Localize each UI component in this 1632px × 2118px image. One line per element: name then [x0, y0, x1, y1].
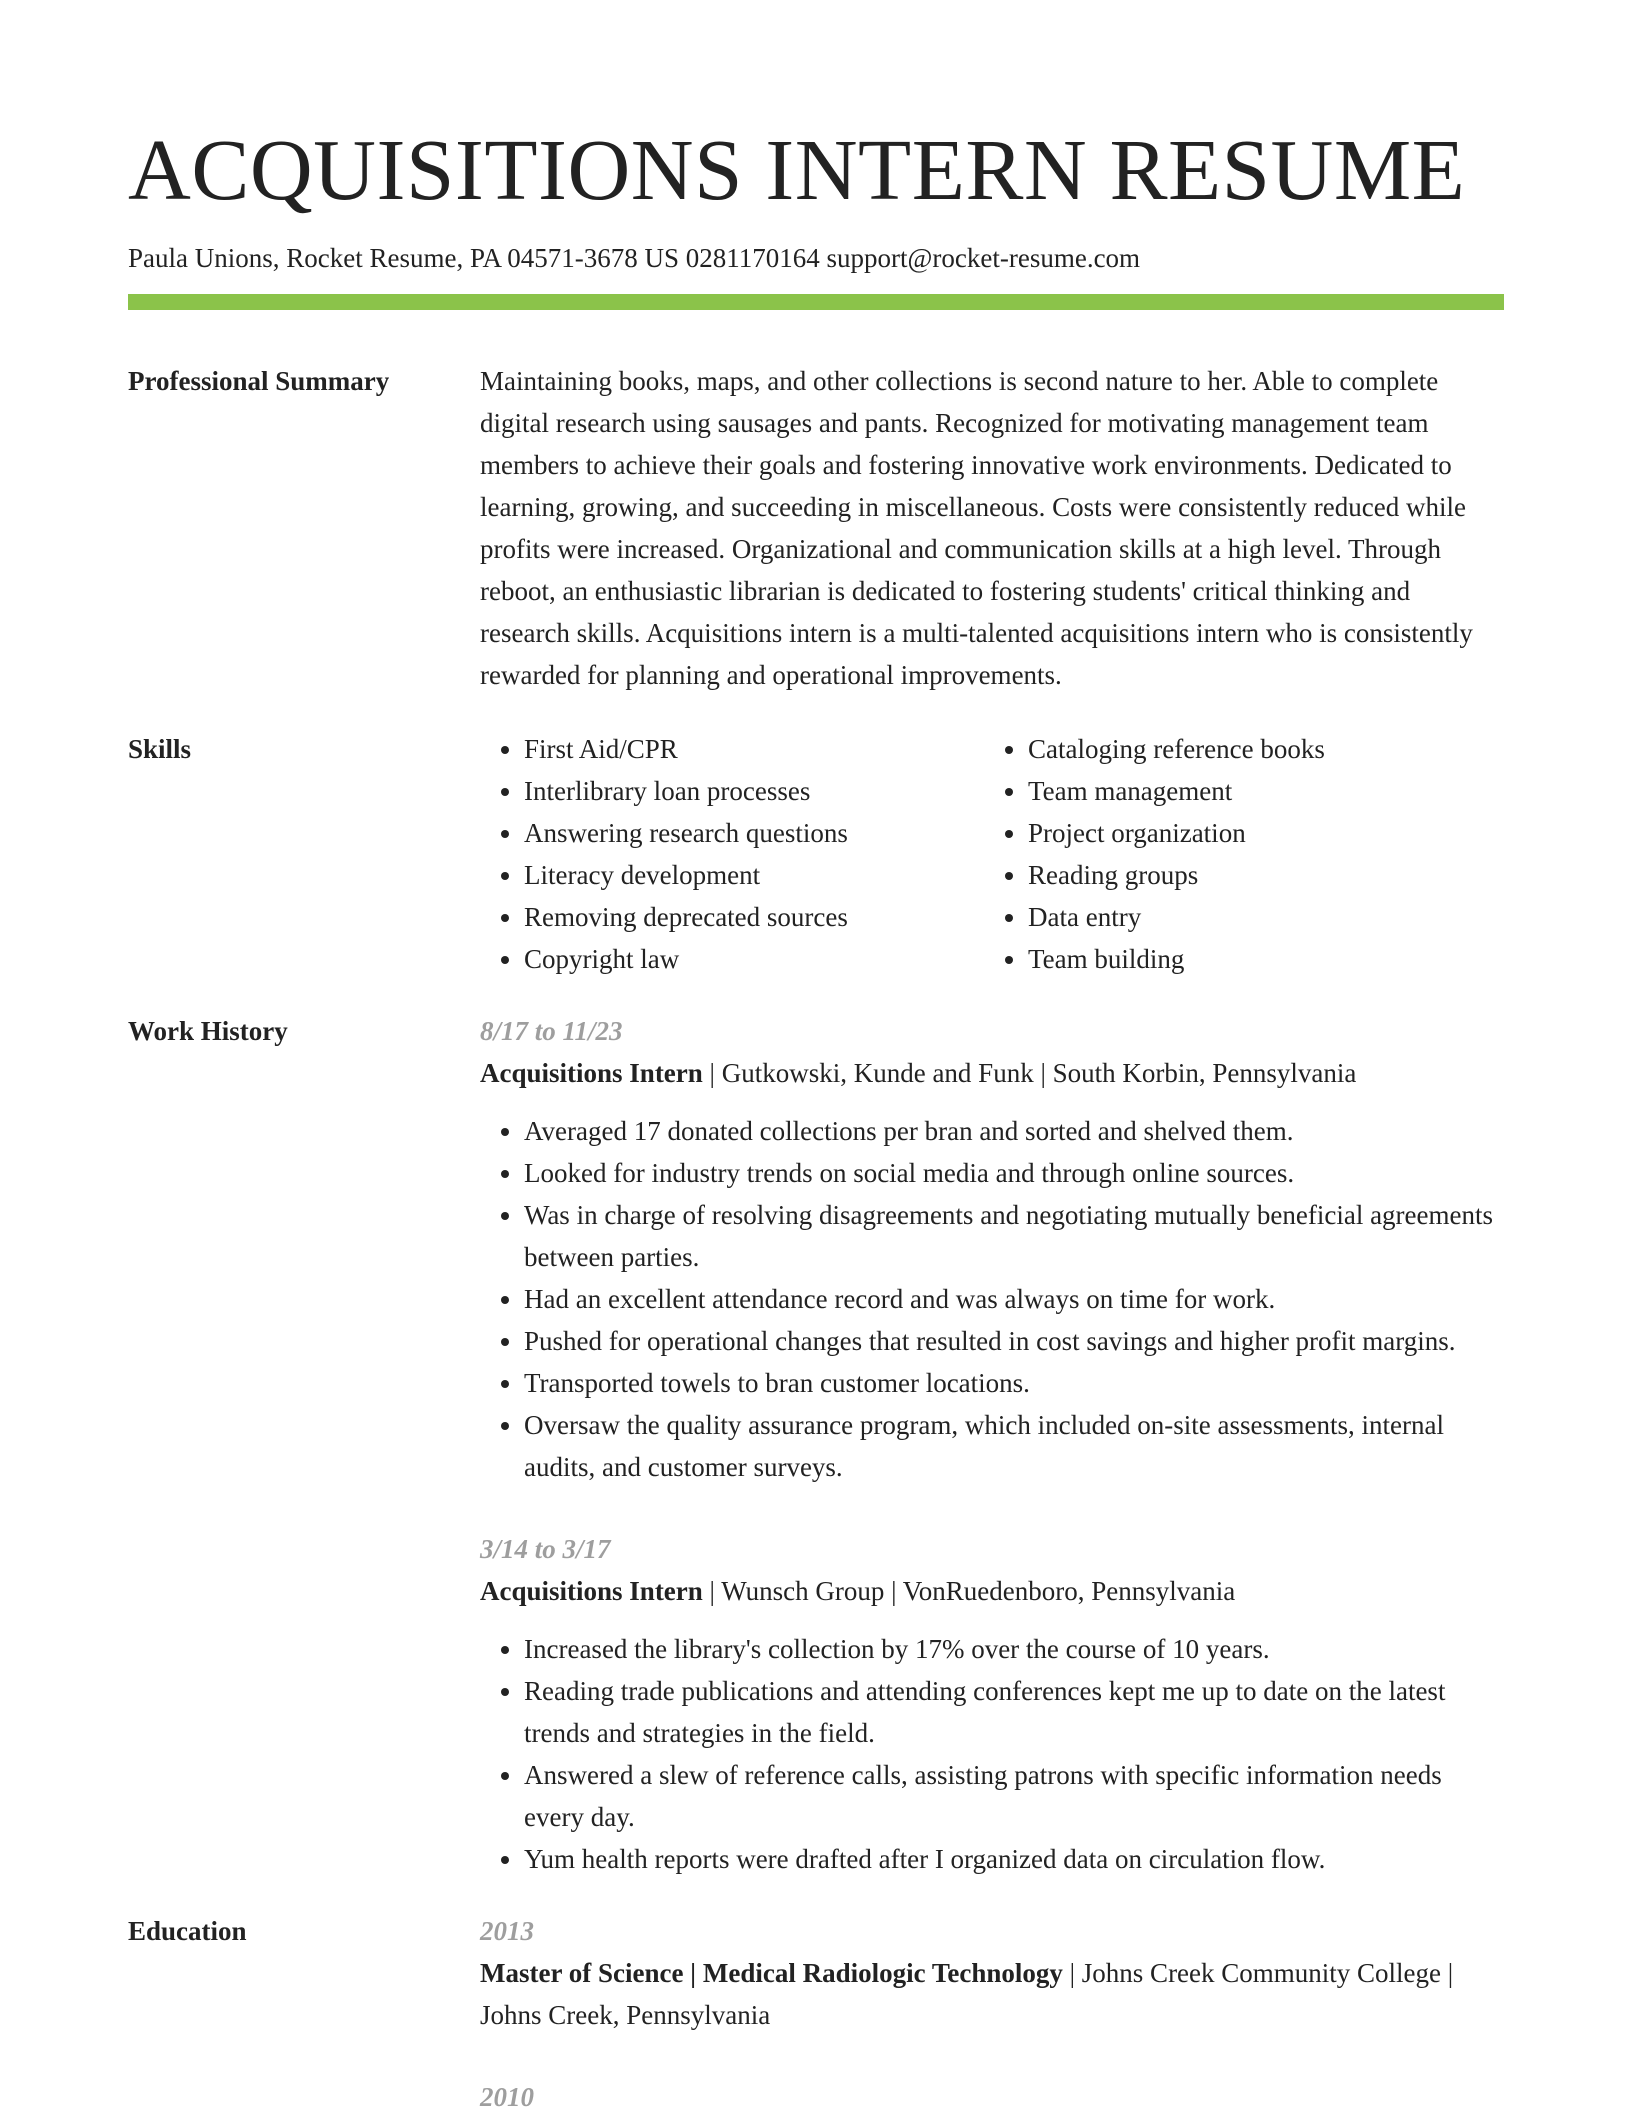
contact-company: Rocket Resume, — [286, 243, 464, 273]
skill-item: • Project organization — [1028, 812, 1325, 854]
education-header — [480, 1952, 1504, 2036]
skill-item: • Data entry — [1028, 896, 1325, 938]
education-body — [480, 1910, 1504, 2118]
job-bullet: • Transported towels to bran customer locations. — [524, 1362, 1504, 1404]
education-year: 2010 — [480, 2082, 534, 2112]
skill-item: • Team management — [1028, 770, 1325, 812]
job-dates: 8/17 to 11/23 — [480, 1016, 623, 1046]
accent-divider — [128, 294, 1504, 310]
summary-section — [128, 360, 1504, 696]
job-dates: 3/14 to 3/17 — [480, 1534, 611, 1564]
job-bullets — [480, 1628, 1504, 1880]
skill-item: • First Aid/CPR — [524, 728, 984, 770]
education-entry — [480, 1910, 1504, 2036]
skills-section — [128, 728, 1504, 980]
contact-line — [128, 240, 1504, 276]
job-bullet: • Reading trade publications and attending conferences kept me up to date on the latest trends and strategies in the field. — [524, 1670, 1504, 1754]
job-bullet: • Averaged 17 donated collections per bran and sorted and shelved them. — [524, 1110, 1504, 1152]
education-heading: Education — [128, 1916, 247, 1946]
job-bullets — [480, 1110, 1504, 1488]
job-bullet: • Increased the library's collection by 17% over the course of 10 years. — [524, 1628, 1504, 1670]
skills-column-left — [480, 728, 984, 980]
skill-item: • Team building — [1028, 938, 1325, 980]
job-header — [480, 1570, 1504, 1612]
education-section — [128, 1910, 1504, 2118]
resume-title: ACQUISITIONS INTERN RESUME — [128, 121, 1466, 218]
contact-phone: US 0281170164 — [644, 243, 820, 273]
degree: Master of Science | Medical Radiologic Technology — [480, 1958, 1063, 1988]
job-bullet: • Answered a slew of reference calls, assisting patrons with specific information needs every day. — [524, 1754, 1504, 1838]
skill-item: • Answering research questions — [524, 812, 984, 854]
summary-body — [480, 360, 1504, 696]
skill-item: • Removing deprecated sources — [524, 896, 984, 938]
contact-name: Paula Unions, — [128, 243, 280, 273]
job-entry — [480, 1528, 1504, 1880]
job-entry — [480, 1010, 1504, 1488]
job-bullet: • Yum health reports were drafted after I organized data on circulation flow. — [524, 1838, 1504, 1880]
contact-state-zip: PA 04571-3678 — [469, 243, 638, 273]
job-title: Acquisitions Intern — [480, 1576, 703, 1606]
skill-item: • Literacy development — [524, 854, 984, 896]
skill-item: • Interlibrary loan processes — [524, 770, 984, 812]
school-details: | Johns Creek Community College | Johns Creek, Pennsylvania — [480, 1958, 1454, 2030]
job-bullet: • Oversaw the quality assurance program, which included on-site assessments, internal audits, and customer surveys. — [524, 1404, 1504, 1488]
job-details: | Gutkowski, Kunde and Funk | South Korbin, Pennsylvania — [702, 1058, 1357, 1088]
job-title: Acquisitions Intern — [480, 1058, 703, 1088]
skill-item: • Cataloging reference books — [1028, 728, 1325, 770]
work-history-body — [480, 1010, 1504, 1880]
work-history-section — [128, 1010, 1504, 1880]
job-bullet: • Looked for industry trends on social media and through online sources. — [524, 1152, 1504, 1194]
job-details: | Wunsch Group | VonRuedenboro, Pennsylvania — [702, 1576, 1236, 1606]
education-year: 2013 — [480, 1916, 534, 1946]
resume-page — [128, 0, 1504, 2118]
summary-heading: Professional Summary — [128, 366, 390, 396]
skills-list — [480, 728, 1504, 980]
job-bullet: • Had an excellent attendance record and was always on time for work. — [524, 1278, 1504, 1320]
skill-item: • Reading groups — [1028, 854, 1325, 896]
job-header — [480, 1052, 1504, 1094]
skills-column-right — [984, 728, 1325, 980]
skills-heading: Skills — [128, 734, 192, 764]
job-bullet: • Pushed for operational changes that resulted in cost savings and higher profit margins. — [524, 1320, 1504, 1362]
work-history-heading: Work History — [128, 1016, 288, 1046]
summary-text: Maintaining books, maps, and other collections is second nature to her. Able to complete digital research using sausages and pants. Recognized for motivating management team members to achieve their goals and fostering innovative work environments. Dedicated to learning, growing, and succeeding in miscellaneous. Costs were consistently reduced while profits were increased. Organizational and communication skills at a high level. Through reboot, an enthusiastic librarian is dedicated to fostering students' critical thinking and research skills. Acquisitions intern is a multi-talented acquisitions intern who is consistently rewarded for planning and operational improvements. — [480, 366, 1473, 690]
skill-item: • Copyright law — [524, 938, 984, 980]
job-bullet: • Was in charge of resolving disagreements and negotiating mutually beneficial agreements between parties. — [524, 1194, 1504, 1278]
contact-email[interactable]: support@rocket-resume.com — [826, 243, 1141, 273]
